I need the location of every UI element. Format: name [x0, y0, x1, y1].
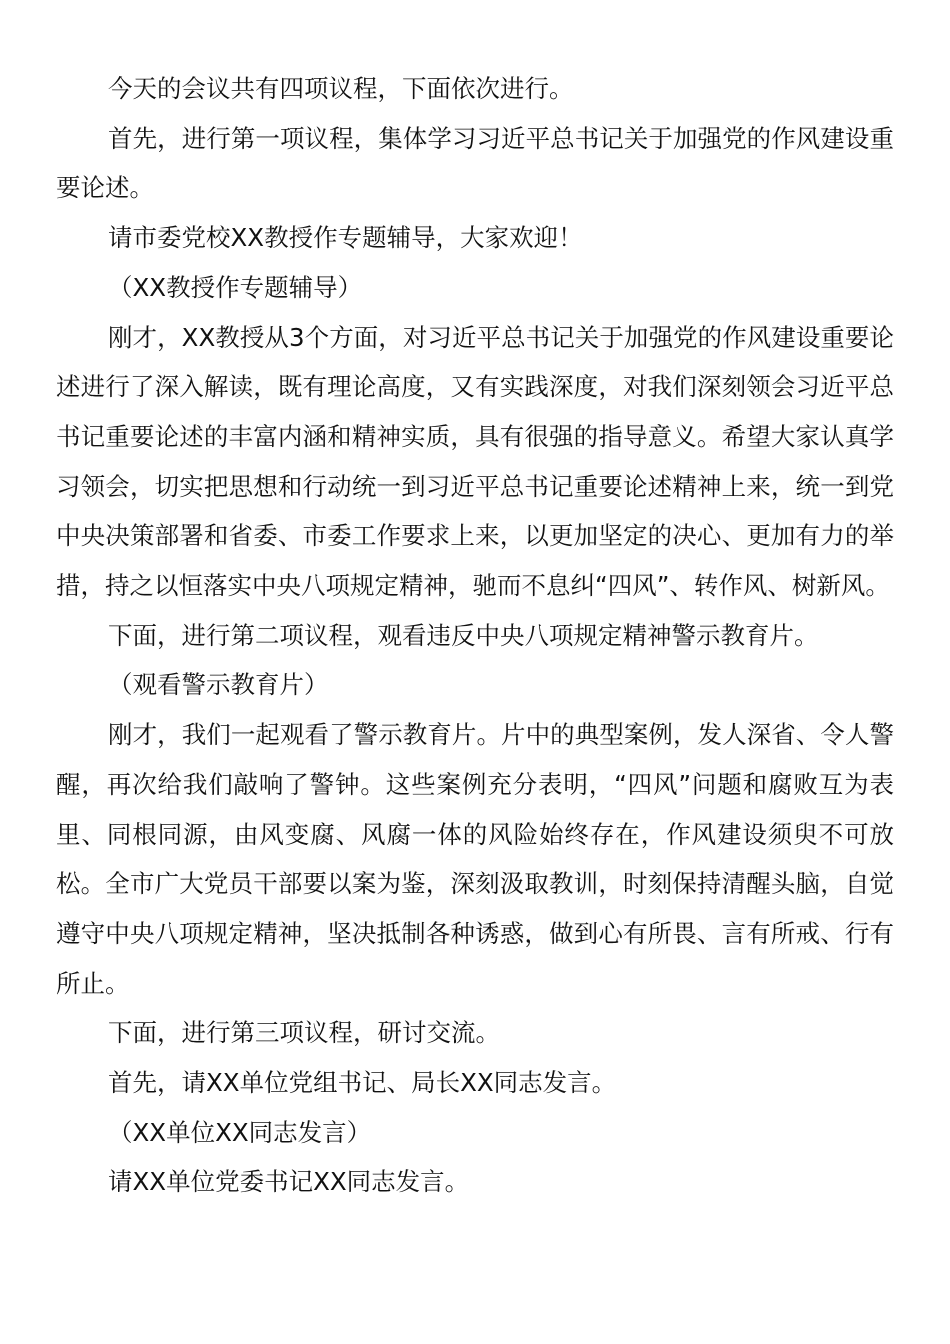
paragraph-video-note: （观看警示教育片）	[108, 670, 329, 700]
paragraph-video-summary: 刚才，我们一起观看了警示教育片。片中的典型案例，发人深省、令人警醒，再次给我们敲响了警钟。这些案例充分表明，“四风”问题和腐败互为表里、同根同源，由风变腐、风腐一体的风险始终存在，作风建设须臾不可放松。全市广大党员干部要以案为鉴，深刻汲取教训，时刻保持清醒头脑，自觉遵守中央八项规定精神，坚决抵制各种诱惑，做到心有所畏、言有所戒、行有所止。	[56, 720, 894, 998]
paragraph-professor-lecture-note: （XX教授作专题辅导）	[108, 272, 363, 302]
paragraph-agenda-intro: 今天的会议共有四项议程，下面依次进行。	[108, 74, 574, 103]
paragraph-second-speaker: 请XX单位党委书记XX同志发言。	[108, 1167, 470, 1197]
paragraph-invite-professor: 请市委党校XX教授作专题辅导，大家欢迎！	[108, 223, 583, 253]
paragraph-third-agenda: 下面，进行第三项议程，研讨交流。	[108, 1018, 500, 1048]
paragraph-lecture-summary: 刚才，XX教授从3个方面，对习近平总书记关于加强党的作风建设重要论述进行了深入解读，既有理论高度，又有实践深度，对我们深刻领会习近平总书记重要论述的丰富内涵和精神实质，具有很强的指导意义。希望大家认真学习领会，切实把思想和行动统一到习近平总书记重要论述精神上来，统一到党中央决策部署和省委、市委工作要求上来，以更加坚定的决心、更加有力的举措，持之以恒落实中央八项规定精神，驰而不息纠“四风”、转作风、树新风。	[56, 322, 894, 601]
document-body	[56, 64, 894, 1207]
paragraph-speaker-note: （XX单位XX同志发言）	[108, 1117, 372, 1147]
paragraph-first-agenda: 首先，进行第一项议程，集体学习习近平总书记关于加强党的作风建设重要论述。	[56, 123, 894, 203]
paragraph-first-speaker: 首先，请XX单位党组书记、局长XX同志发言。	[108, 1068, 617, 1098]
paragraph-second-agenda: 下面，进行第二项议程，观看违反中央八项规定精神警示教育片。	[108, 620, 819, 650]
